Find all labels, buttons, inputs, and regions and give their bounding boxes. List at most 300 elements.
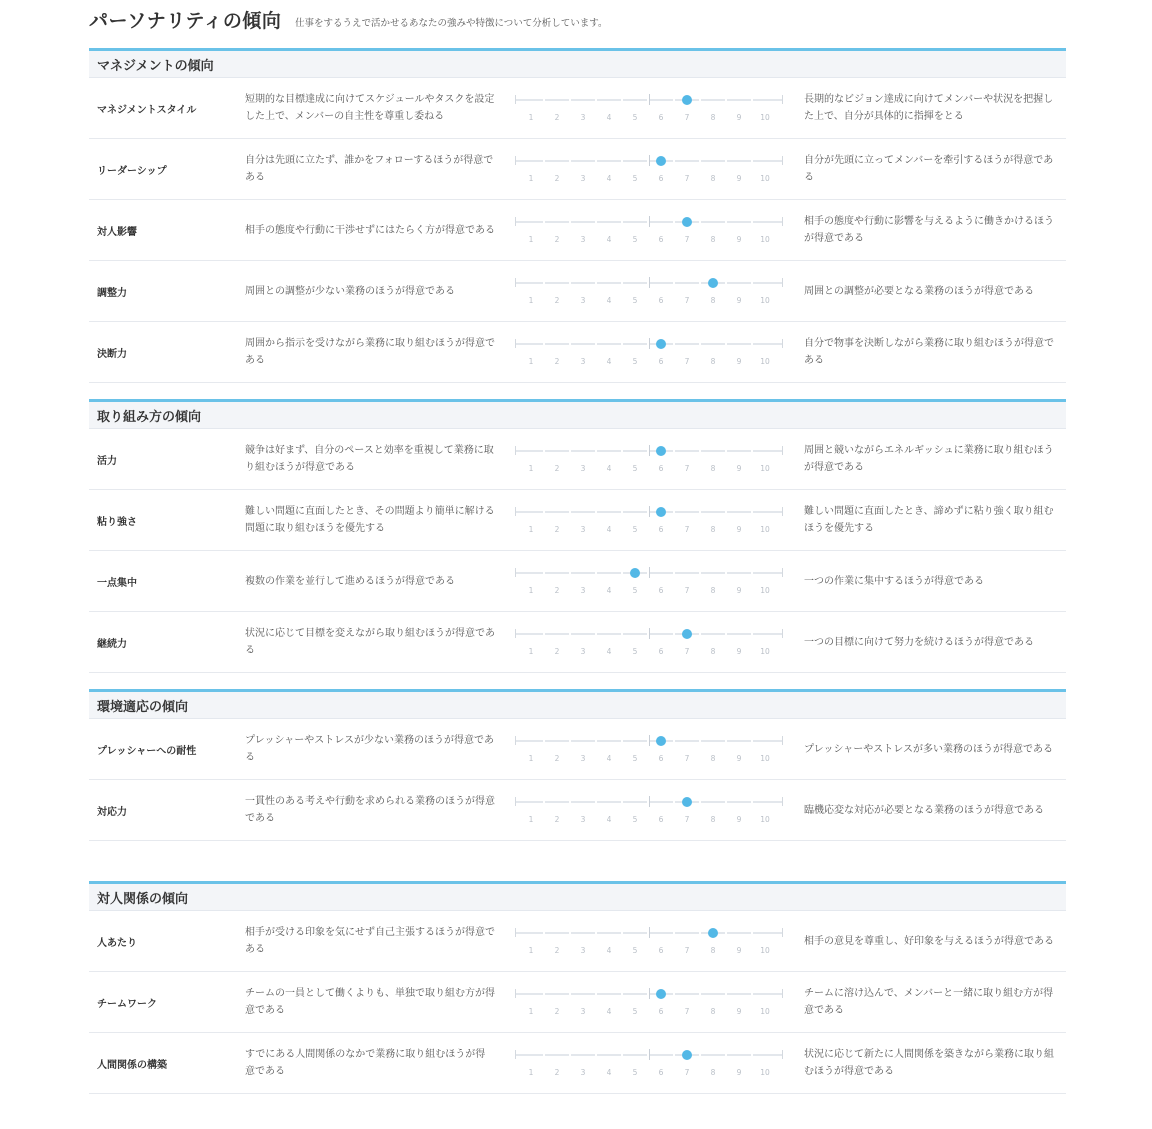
trait-row (89, 200, 1066, 261)
scale-segment-gap (673, 510, 675, 514)
scale-tick-label: 4 (606, 754, 612, 763)
scale-segment-gap (595, 220, 597, 224)
scale-segment-gap (725, 342, 727, 346)
scale-segment-gap (543, 510, 545, 514)
scale-tick-label: 4 (606, 586, 612, 595)
scale-tick-label: 5 (632, 647, 638, 656)
scale-tick-label: 5 (632, 174, 638, 183)
trait-label: プレッシャーへの耐性 (97, 745, 197, 757)
section (89, 689, 1066, 841)
trait-scale (515, 429, 785, 489)
scale-segment-gap (673, 1053, 675, 1057)
trait-left-description: 相手が受ける印象を気にせず自己主張するほうが得意である (245, 927, 495, 955)
scale-end-marker (515, 1050, 516, 1059)
scale-mid-marker (649, 506, 650, 517)
scale-mid-marker (649, 927, 650, 938)
scale-segment-gap (751, 931, 753, 935)
scale-tick-label: 10 (760, 946, 770, 955)
page-title: パーソナリティの傾向 (89, 10, 282, 32)
scale-tick-label: 7 (684, 815, 690, 824)
scale-segment-gap (699, 98, 701, 102)
section-title: マネジメントの傾向 (89, 48, 1066, 78)
scale-segment-gap (673, 931, 675, 935)
scale-segment-gap (595, 449, 597, 453)
section (89, 48, 1066, 383)
scale-tick-label: 7 (684, 235, 690, 244)
trait-scale (515, 261, 785, 321)
trait-left-description: プレッシャーやストレスが少ない業務のほうが得意である (245, 735, 494, 763)
scale-segment-gap (751, 281, 753, 285)
scale-mid-marker (649, 988, 650, 999)
trait-scale (515, 719, 785, 779)
scale-segment-gap (725, 992, 727, 996)
score-marker (708, 928, 718, 938)
trait-scale (515, 551, 785, 611)
scale-tick-label: 8 (710, 586, 716, 595)
scale-tick-label: 5 (632, 1068, 638, 1077)
scale-tick-label: 4 (606, 525, 612, 534)
scale-end-marker (515, 339, 516, 348)
scale-tick-label: 6 (658, 235, 664, 244)
scale-end-marker (782, 507, 783, 516)
trait-row (89, 490, 1066, 551)
scale-tick-label: 3 (580, 1068, 586, 1077)
scale-tick-label: 3 (580, 946, 586, 955)
section-title: 環境適応の傾向 (89, 689, 1066, 719)
trait-row (89, 429, 1066, 490)
scale-tick-label: 1 (528, 946, 534, 955)
trait-label: 調整力 (97, 287, 127, 299)
score-marker (656, 446, 666, 456)
scale-segment-gap (595, 510, 597, 514)
trait-right-description: 臨機応変な対応が必要となる業務のほうが得意である (804, 804, 1044, 816)
scale-tick-label: 4 (606, 113, 612, 122)
trait-right-description: 長期的なビジョン達成に向けてメンバーや状況を把握した上で、自分が具体的に指揮をとる (804, 94, 1054, 122)
scale-segment-gap (543, 342, 545, 346)
scale-tick-label: 6 (658, 946, 664, 955)
trait-label: 一点集中 (97, 577, 137, 589)
scale-segment-gap (595, 1053, 597, 1057)
trait-row (89, 139, 1066, 200)
scale-end-marker (515, 156, 516, 165)
scale-tick-label: 5 (632, 113, 638, 122)
scale-tick-label: 3 (580, 296, 586, 305)
trait-right-description: 状況に応じて新たに人間関係を築きながら業務に取り組むほうが得意である (804, 1049, 1054, 1077)
scale-segment-gap (725, 220, 727, 224)
scale-mid-marker (649, 735, 650, 746)
scale-tick-label: 5 (632, 1007, 638, 1016)
scale-mid-marker (649, 94, 650, 105)
trait-scale (515, 1033, 785, 1093)
scale-tick-label: 2 (554, 464, 560, 473)
scale-tick-label: 4 (606, 1007, 612, 1016)
scale-segment-gap (725, 800, 727, 804)
trait-left-description: 短期的な目標達成に向けてスケジュールやタスクを設定した上で、メンバーの自主性を尊重し委ねる (245, 94, 495, 122)
scale-segment-gap (569, 159, 571, 163)
scale-segment-gap (621, 800, 623, 804)
scale-end-marker (782, 217, 783, 226)
scale-segment-gap (699, 220, 701, 224)
scale-segment-gap (569, 281, 571, 285)
scale-end-marker (782, 1050, 783, 1059)
scale-segment-gap (543, 281, 545, 285)
scale-segment-gap (673, 992, 675, 996)
scale-end-marker (515, 629, 516, 638)
scale-tick-label: 7 (684, 1068, 690, 1077)
scale-segment-gap (699, 739, 701, 743)
scale-tick-label: 10 (760, 815, 770, 824)
trait-right-description: 周囲と競いながらエネルギッシュに業務に取り組むほうが得意である (804, 445, 1054, 473)
trait-label: リーダーシップ (97, 165, 167, 177)
scale-tick-label: 4 (606, 1068, 612, 1077)
score-marker (682, 1050, 692, 1060)
scale-end-marker (515, 736, 516, 745)
trait-scale (515, 612, 785, 672)
scale-tick-label: 1 (528, 464, 534, 473)
scale-end-marker (782, 797, 783, 806)
scale-tick-label: 10 (760, 647, 770, 656)
section (89, 399, 1066, 673)
scale-segment-gap (673, 800, 675, 804)
scale-tick-label: 6 (658, 357, 664, 366)
scale-mid-marker (649, 796, 650, 807)
trait-label: 人間関係の構築 (97, 1059, 167, 1071)
scale-segment-gap (543, 159, 545, 163)
scale-tick-label: 9 (736, 647, 742, 656)
scale-tick-label: 10 (760, 1007, 770, 1016)
scale-tick-label: 1 (528, 357, 534, 366)
scale-tick-label: 9 (736, 464, 742, 473)
scale-segment-gap (621, 281, 623, 285)
score-marker (656, 156, 666, 166)
scale-tick-label: 7 (684, 647, 690, 656)
scale-segment-gap (751, 1053, 753, 1057)
trait-left-description: 周囲との調整が少ない業務のほうが得意である (245, 285, 455, 297)
score-marker (682, 95, 692, 105)
scale-tick-label: 9 (736, 174, 742, 183)
trait-left-description: 周囲から指示を受けながら業務に取り組むほうが得意である (245, 338, 495, 366)
scale-segment-gap (569, 992, 571, 996)
trait-row (89, 911, 1066, 972)
scale-tick-label: 8 (710, 357, 716, 366)
scale-segment-gap (751, 800, 753, 804)
trait-scale (515, 490, 785, 550)
scale-tick-label: 1 (528, 647, 534, 656)
scale-segment-gap (673, 159, 675, 163)
trait-right-description: プレッシャーやストレスが多い業務のほうが得意である (804, 743, 1053, 755)
trait-label: 決断力 (97, 348, 127, 360)
trait-left-description: 相手の態度や行動に干渉せずにはたらく方が得意である (245, 224, 495, 236)
scale-tick-label: 1 (528, 754, 534, 763)
scale-tick-label: 4 (606, 357, 612, 366)
scale-end-marker (782, 568, 783, 577)
scale-segment-gap (621, 992, 623, 996)
scale-end-marker (515, 507, 516, 516)
trait-left-description: 自分は先頭に立たず、誰かをフォローするほうが得意である (245, 155, 494, 183)
scale-segment-gap (621, 510, 623, 514)
scale-segment-gap (595, 159, 597, 163)
score-marker (708, 278, 718, 288)
scale-tick-label: 3 (580, 525, 586, 534)
scale-segment-gap (569, 632, 571, 636)
scale-segment-gap (621, 98, 623, 102)
scale-segment-gap (595, 931, 597, 935)
scale-segment-gap (699, 1053, 701, 1057)
trait-label: 継続力 (97, 638, 127, 650)
scale-tick-label: 9 (736, 235, 742, 244)
scale-tick-label: 8 (710, 113, 716, 122)
scale-tick-label: 8 (710, 647, 716, 656)
scale-segment-gap (751, 632, 753, 636)
scale-end-marker (515, 989, 516, 998)
section-title: 対人関係の傾向 (89, 881, 1066, 911)
scale-tick-label: 2 (554, 754, 560, 763)
trait-label: 対人影響 (97, 226, 137, 238)
scale-tick-label: 9 (736, 357, 742, 366)
scale-end-marker (782, 446, 783, 455)
scale-tick-label: 2 (554, 815, 560, 824)
scale-tick-label: 5 (632, 946, 638, 955)
scale-segment-gap (725, 571, 727, 575)
scale-end-marker (515, 568, 516, 577)
scale-tick-label: 1 (528, 174, 534, 183)
scale-segment-gap (621, 220, 623, 224)
scale-tick-label: 4 (606, 815, 612, 824)
scale-tick-label: 1 (528, 1068, 534, 1077)
scale-mid-marker (649, 628, 650, 639)
scale-segment-gap (725, 739, 727, 743)
score-marker (682, 797, 692, 807)
scale-tick-label: 10 (760, 525, 770, 534)
trait-right-description: 難しい問題に直面したとき、諦めずに粘り強く取り組むほうを優先する (804, 506, 1054, 534)
trait-left-description: 難しい問題に直面したとき、その問題より簡単に解ける問題に取り組むほうを優先する (245, 506, 495, 534)
scale-tick-label: 10 (760, 1068, 770, 1077)
scale-tick-label: 8 (710, 946, 716, 955)
scale-tick-label: 8 (710, 296, 716, 305)
trait-scale (515, 322, 785, 382)
trait-left-description: 複数の作業を並行して進めるほうが得意である (245, 575, 455, 587)
trait-scale (515, 139, 785, 199)
scale-tick-label: 6 (658, 296, 664, 305)
score-marker (630, 568, 640, 578)
trait-right-description: 一つの目標に向けて努力を続けるほうが得意である (804, 636, 1034, 648)
scale-tick-label: 9 (736, 586, 742, 595)
scale-end-marker (515, 797, 516, 806)
trait-row (89, 719, 1066, 780)
scale-segment-gap (725, 98, 727, 102)
scale-tick-label: 9 (736, 815, 742, 824)
scale-mid-marker (649, 338, 650, 349)
scale-segment-gap (543, 571, 545, 575)
trait-right-description: 一つの作業に集中するほうが得意である (804, 575, 984, 587)
scale-segment-gap (699, 632, 701, 636)
trait-label: 粘り強さ (97, 516, 137, 528)
scale-segment-gap (621, 571, 623, 575)
scale-segment-gap (725, 1053, 727, 1057)
section-title: 取り組み方の傾向 (89, 399, 1066, 429)
scale-tick-label: 6 (658, 174, 664, 183)
scale-segment-gap (543, 931, 545, 935)
scale-tick-label: 10 (760, 464, 770, 473)
scale-tick-label: 7 (684, 586, 690, 595)
scale-tick-label: 7 (684, 946, 690, 955)
scale-tick-label: 9 (736, 1007, 742, 1016)
scale-tick-label: 2 (554, 357, 560, 366)
score-marker (656, 507, 666, 517)
trait-right-description: チームに溶け込んで、メンバーと一緒に取り組む方が得意である (804, 988, 1054, 1016)
trait-label: チームワーク (97, 998, 157, 1010)
scale-tick-label: 8 (710, 1068, 716, 1077)
scale-segment-gap (725, 449, 727, 453)
scale-tick-label: 5 (632, 296, 638, 305)
scale-segment-gap (751, 159, 753, 163)
scale-tick-label: 4 (606, 296, 612, 305)
scale-tick-label: 2 (554, 296, 560, 305)
scale-tick-label: 2 (554, 174, 560, 183)
scale-segment-gap (699, 449, 701, 453)
scale-segment-gap (621, 159, 623, 163)
score-marker (682, 217, 692, 227)
scale-segment-gap (569, 98, 571, 102)
scale-segment-gap (699, 510, 701, 514)
scale-tick-label: 6 (658, 1068, 664, 1077)
scale-tick-label: 9 (736, 113, 742, 122)
trait-row (89, 780, 1066, 841)
scale-tick-label: 5 (632, 357, 638, 366)
scale-tick-label: 9 (736, 946, 742, 955)
scale-end-marker (782, 95, 783, 104)
trait-scale (515, 911, 785, 971)
scale-mid-marker (649, 277, 650, 288)
score-marker (656, 989, 666, 999)
scale-tick-label: 1 (528, 525, 534, 534)
scale-tick-label: 10 (760, 296, 770, 305)
scale-segment-gap (751, 510, 753, 514)
scale-mid-marker (649, 216, 650, 227)
scale-tick-label: 8 (710, 235, 716, 244)
scale-segment-gap (569, 220, 571, 224)
scale-end-marker (515, 928, 516, 937)
scale-tick-label: 3 (580, 1007, 586, 1016)
scale-tick-label: 10 (760, 357, 770, 366)
scale-tick-label: 2 (554, 586, 560, 595)
trait-scale (515, 780, 785, 840)
scale-mid-marker (649, 567, 650, 578)
scale-segment-gap (751, 98, 753, 102)
scale-segment-gap (595, 992, 597, 996)
scale-tick-label: 4 (606, 946, 612, 955)
scale-segment-gap (543, 220, 545, 224)
scale-tick-label: 9 (736, 296, 742, 305)
scale-segment-gap (751, 739, 753, 743)
scale-segment-gap (569, 1053, 571, 1057)
scale-segment-gap (569, 342, 571, 346)
scale-segment-gap (595, 281, 597, 285)
scale-segment-gap (569, 739, 571, 743)
scale-segment-gap (595, 98, 597, 102)
scale-tick-label: 4 (606, 174, 612, 183)
scale-end-marker (782, 339, 783, 348)
trait-row (89, 972, 1066, 1033)
scale-tick-label: 6 (658, 815, 664, 824)
scale-tick-label: 3 (580, 586, 586, 595)
scale-tick-label: 8 (710, 754, 716, 763)
trait-row (89, 551, 1066, 612)
scale-end-marker (782, 278, 783, 287)
scale-tick-label: 5 (632, 235, 638, 244)
trait-left-description: 一貫性のある考えや行動を求められる業務のほうが得意である (245, 796, 495, 824)
scale-segment-gap (543, 800, 545, 804)
scale-tick-label: 4 (606, 235, 612, 244)
scale-segment-gap (699, 571, 701, 575)
scale-segment-gap (699, 342, 701, 346)
trait-left-description: 状況に応じて目標を変えながら取り組むほうが得意である (245, 628, 495, 656)
scale-segment-gap (595, 739, 597, 743)
scale-tick-label: 10 (760, 113, 770, 122)
scale-tick-label: 3 (580, 113, 586, 122)
scale-tick-label: 1 (528, 1007, 534, 1016)
scale-segment-gap (699, 800, 701, 804)
scale-tick-label: 2 (554, 1068, 560, 1077)
score-marker (656, 339, 666, 349)
scale-tick-label: 8 (710, 1007, 716, 1016)
scale-segment-gap (751, 449, 753, 453)
scale-tick-label: 3 (580, 174, 586, 183)
scale-tick-label: 1 (528, 296, 534, 305)
scale-segment-gap (569, 931, 571, 935)
scale-segment-gap (751, 571, 753, 575)
scale-tick-label: 4 (606, 464, 612, 473)
section (89, 881, 1066, 1094)
scale-mid-marker (649, 1049, 650, 1060)
scale-tick-label: 2 (554, 1007, 560, 1016)
scale-segment-gap (725, 632, 727, 636)
scale-tick-label: 6 (658, 647, 664, 656)
scale-segment-gap (673, 449, 675, 453)
scale-tick-label: 1 (528, 113, 534, 122)
scale-tick-label: 6 (658, 113, 664, 122)
scale-tick-label: 9 (736, 525, 742, 534)
scale-tick-label: 7 (684, 357, 690, 366)
scale-end-marker (782, 928, 783, 937)
score-marker (682, 629, 692, 639)
scale-tick-label: 7 (684, 113, 690, 122)
scale-segment-gap (673, 220, 675, 224)
scale-segment-gap (673, 342, 675, 346)
trait-left-description: 競争は好まず、自分のペースと効率を重視して業務に取り組むほうが得意である (245, 445, 494, 473)
trait-right-description: 自分で物事を決断しながら業務に取り組むほうが得意である (804, 338, 1054, 366)
scale-segment-gap (595, 800, 597, 804)
scale-segment-gap (569, 449, 571, 453)
scale-tick-label: 1 (528, 235, 534, 244)
trait-row (89, 1033, 1066, 1094)
scale-end-marker (782, 736, 783, 745)
trait-label: 活力 (97, 455, 117, 467)
scale-tick-label: 3 (580, 464, 586, 473)
trait-left-description: チームの一員として働くよりも、単独で取り組む方が得意である (245, 988, 495, 1016)
scale-segment-gap (673, 632, 675, 636)
scale-tick-label: 2 (554, 113, 560, 122)
scale-segment-gap (751, 220, 753, 224)
scale-segment-gap (673, 98, 675, 102)
scale-segment-gap (543, 739, 545, 743)
scale-tick-label: 3 (580, 815, 586, 824)
scale-tick-label: 6 (658, 525, 664, 534)
trait-scale (515, 972, 785, 1032)
scale-tick-label: 7 (684, 296, 690, 305)
trait-row (89, 261, 1066, 322)
scale-end-marker (515, 217, 516, 226)
